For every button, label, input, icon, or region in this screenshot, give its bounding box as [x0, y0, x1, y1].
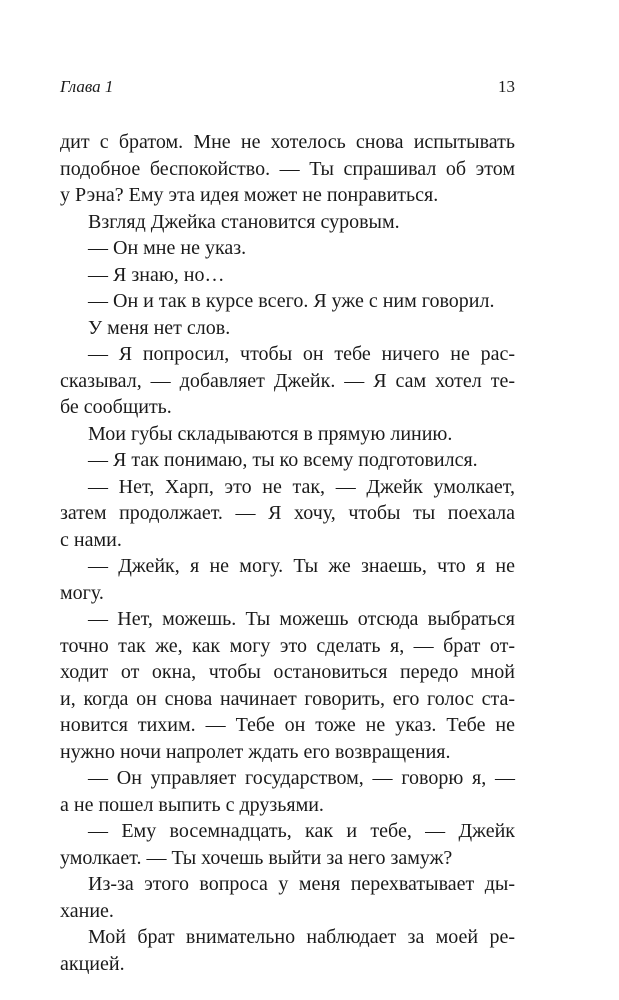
text-line: затем продолжает. — Я хочу, чтобы ты поехала [60, 502, 515, 524]
body-text [60, 129, 515, 977]
text-line: — Нет, Харп, это не так, — Джейк умолкает, [88, 475, 515, 498]
text-line: и, когда он снова начинает говорить, его голос ста- [60, 687, 515, 710]
text-line: — Нет, можешь. Ты можешь отсюда выбраться [88, 608, 515, 630]
text-line: Взгляд Джейка становится суровым. [88, 210, 400, 233]
text-line: — Я знаю, но… [88, 263, 225, 286]
text-line: у Рэна? Ему эта идея может не понравиться. [60, 184, 439, 206]
text-line: бе сообщить. [60, 396, 172, 418]
text-line: — Я так понимаю, ты ко всему подготовился. [88, 449, 478, 471]
text-line: нужно ночи напролет ждать его возвращения. [60, 740, 451, 763]
text-line: — Я попросил, чтобы он тебе ничего не рас- [88, 343, 515, 365]
text-line: сказывал, — добавляет Джейк. — Я сам хотел те- [60, 369, 515, 392]
text-line: У меня нет слов. [88, 316, 231, 339]
text-line: новится тихим. — Тебе он тоже не указ. Тебе не [60, 714, 515, 736]
text-line: ходит от окна, чтобы остановиться передо мной [60, 661, 515, 683]
text-line: Из-за этого вопроса у меня перехватывает ды- [88, 873, 515, 895]
text-line: — Он управляет государством, — говорю я, — [88, 767, 515, 789]
text-line: могу. [60, 581, 104, 604]
text-line: — Джейк, я не могу. Ты же знаешь, что я не [88, 555, 515, 577]
text-line: Мои губы складываются в прямую линию. [88, 422, 453, 445]
running-header [60, 75, 515, 99]
text-line: точно так же, как могу это сделать я, — брат от- [60, 634, 515, 657]
page-number: 13 [498, 77, 515, 96]
text-line: хание. [60, 899, 114, 922]
text-line: с нами. [60, 528, 122, 551]
text-line: Мой брат внимательно наблюдает за моей ре- [88, 926, 515, 948]
text-line: умолкает. — Ты хочешь выйти за него замуж? [60, 846, 453, 869]
text-line: — Он мне не указ. [88, 237, 247, 259]
text-line: дит с братом. Мне не хотелось снова испытывать [60, 131, 515, 153]
text-line: подобное беспокойство. — Ты спрашивал об этом [60, 157, 515, 180]
text-line: а не пошел выпить с друзьями. [60, 793, 324, 816]
text-line: акцией. [60, 952, 125, 975]
text-line: — Он и так в курсе всего. Я уже с ним говорил. [88, 290, 495, 312]
chapter-title: Глава 1 [60, 77, 114, 96]
text-line: — Ему восемнадцать, как и тебе, — Джейк [88, 820, 515, 842]
